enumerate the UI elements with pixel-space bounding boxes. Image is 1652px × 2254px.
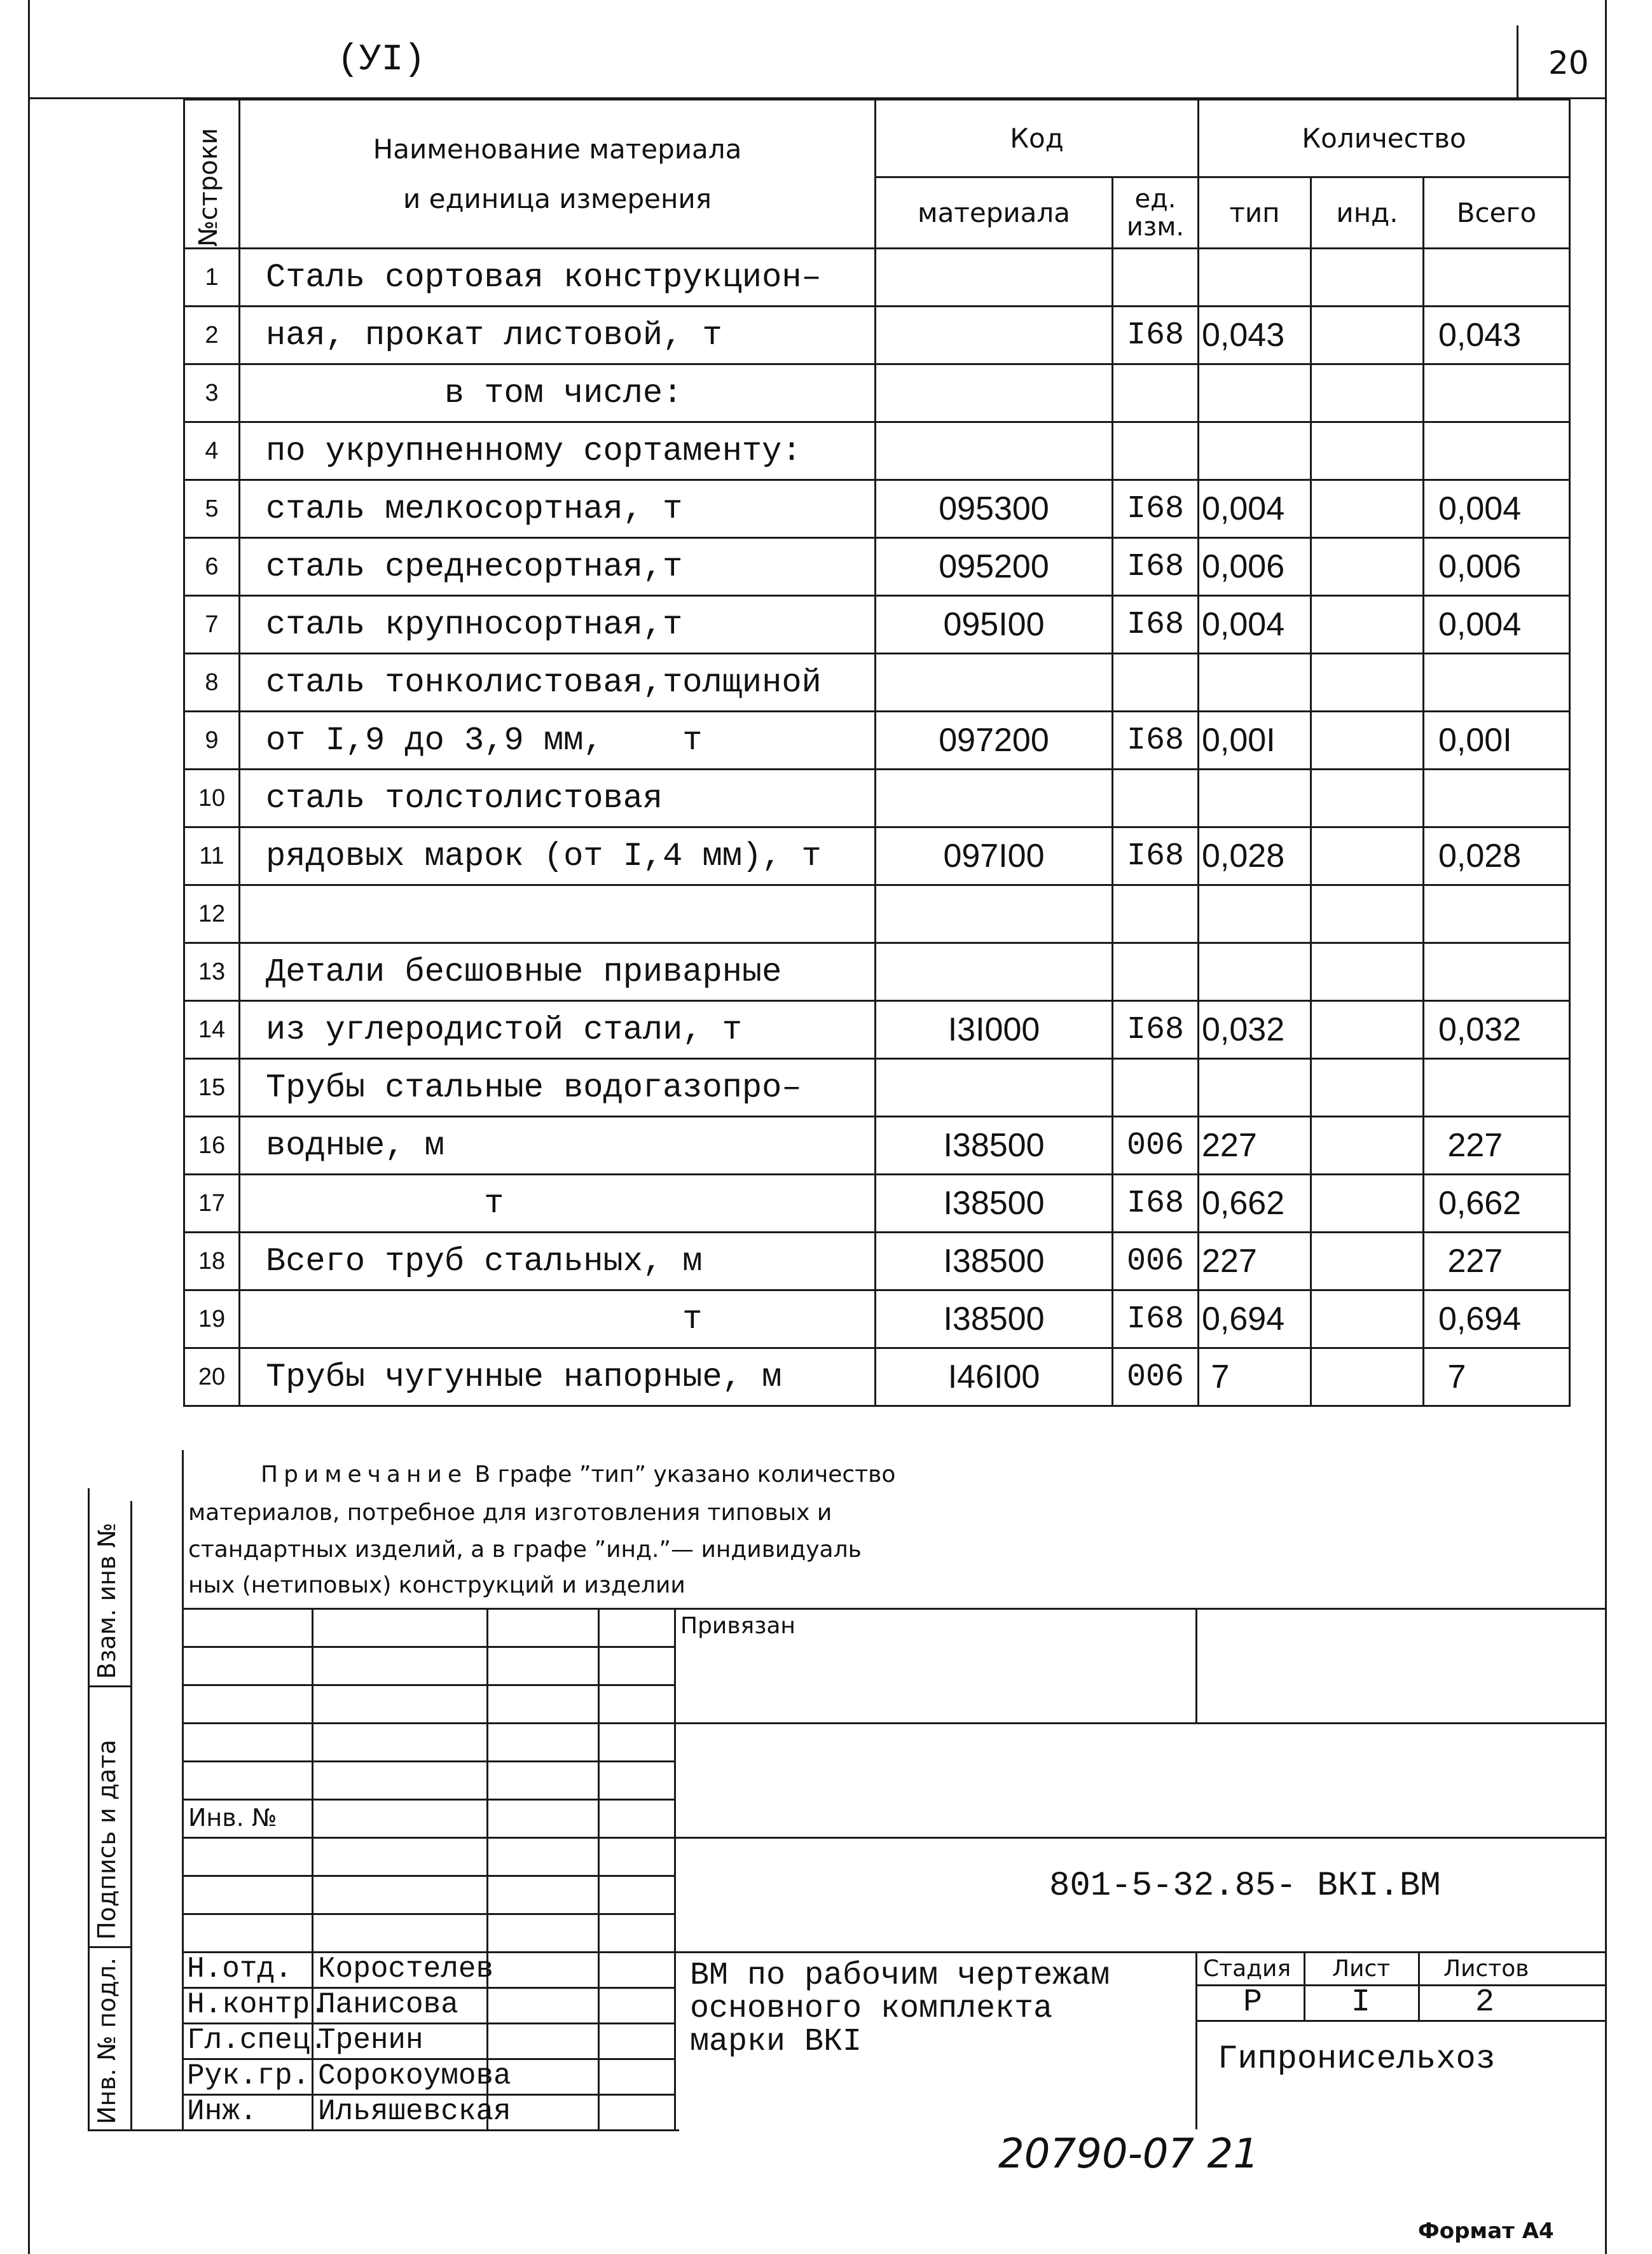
sheets-label: Листов [1443, 1956, 1529, 1982]
qty-type: 0,032 [1199, 1001, 1311, 1059]
table-row [184, 364, 1570, 422]
tb-hline-7 [182, 1875, 676, 1877]
col-code-unit [1113, 177, 1199, 249]
material-name: т [240, 1175, 876, 1233]
tb-vline-c [598, 1608, 600, 2129]
note-line2: материалов, потребное для изготовления типовых и [188, 1500, 832, 1526]
qty-total: 227 [1424, 1117, 1570, 1175]
table-row [184, 249, 1570, 307]
material-name: сталь толстолистовая [240, 770, 876, 827]
side-label-sign-date: Подпись и дата [93, 1739, 121, 1940]
organization: Гипронисельхоз [1218, 2040, 1496, 2078]
staff-name: Ильяшевская [318, 2095, 511, 2128]
row-number: 11 [184, 827, 240, 885]
col-row-no-header [184, 100, 240, 249]
format-label: Формат А4 [1418, 2218, 1554, 2244]
unit-code: 006 [1113, 1233, 1199, 1290]
qty-ind [1311, 307, 1424, 364]
qty-ind [1311, 1290, 1424, 1348]
qty-type: 227 [1199, 1233, 1311, 1290]
row-number: 6 [184, 538, 240, 596]
qty-type [1199, 943, 1311, 1001]
material-code: I38500 [876, 1290, 1113, 1348]
note-text1: В графе ”тип” указано количество [474, 1462, 896, 1488]
frame-left [28, 0, 30, 2254]
row-number: 7 [184, 596, 240, 654]
qty-ind [1311, 654, 1424, 712]
unit-code: I68 [1113, 307, 1199, 364]
table-row [184, 770, 1570, 827]
page-number: 20 [1548, 45, 1589, 81]
staff-name: Коростелев [318, 1953, 494, 1986]
staff-role: Инж. [187, 2095, 258, 2128]
qty-type [1199, 364, 1311, 422]
table-row [184, 885, 1570, 943]
col-quantity-header: Количество [1199, 100, 1570, 177]
tb-hline-5 [182, 1799, 676, 1801]
qty-total [1424, 943, 1570, 1001]
qty-type: 0,043 [1199, 307, 1311, 364]
table-row [184, 596, 1570, 654]
qty-total [1424, 1059, 1570, 1117]
col-type: тип [1199, 177, 1311, 249]
col-name-header [240, 100, 876, 249]
table-row [184, 1117, 1570, 1175]
inv-no-label: Инв. № [188, 1804, 277, 1832]
row-number: 16 [184, 1117, 240, 1175]
unit-code: I68 [1113, 596, 1199, 654]
col-total: Всего [1424, 177, 1570, 249]
unit-code [1113, 422, 1199, 480]
qty-ind [1311, 1117, 1424, 1175]
note-line4: ных (нетиповых) конструкций и изделии [188, 1572, 685, 1598]
qty-total [1424, 422, 1570, 480]
unit-code: 006 [1113, 1117, 1199, 1175]
stage-label: Стадия [1203, 1956, 1291, 1982]
table-row [184, 712, 1570, 770]
strip-right-edge [130, 1501, 132, 2131]
row-number: 13 [184, 943, 240, 1001]
qty-total: 0,694 [1424, 1290, 1570, 1348]
table-row [184, 654, 1570, 712]
qty-total: 0,006 [1424, 538, 1570, 596]
material-name: Трубы чугунные напорные, м [240, 1348, 876, 1406]
material-name: в том числе: [240, 364, 876, 422]
note-heading: Примечание [261, 1462, 468, 1488]
material-name: Трубы стальные водогазопро– [240, 1059, 876, 1117]
qty-type: 0,00I [1199, 712, 1311, 770]
table-row [184, 1290, 1570, 1348]
material-code [876, 885, 1113, 943]
qty-total [1424, 770, 1570, 827]
qty-ind [1311, 1001, 1424, 1059]
row-number: 1 [184, 249, 240, 307]
col-code-material: материала [876, 177, 1113, 249]
qty-total: 0,043 [1424, 307, 1570, 364]
col-row-no-label: №строки [194, 128, 223, 247]
row-number: 2 [184, 307, 240, 364]
material-code: I3I000 [876, 1001, 1113, 1059]
row-number: 15 [184, 1059, 240, 1117]
qty-ind [1311, 538, 1424, 596]
qty-type: 0,006 [1199, 538, 1311, 596]
table-row [184, 422, 1570, 480]
bound-label: Привязан [680, 1613, 795, 1639]
unit-code: I68 [1113, 1001, 1199, 1059]
qty-type: 227 [1199, 1117, 1311, 1175]
qty-type: 0,028 [1199, 827, 1311, 885]
qty-ind [1311, 770, 1424, 827]
staff-role: Рук.гр. [187, 2059, 310, 2092]
tb-hline-4 [182, 1760, 676, 1762]
row-number: 4 [184, 422, 240, 480]
material-name: по укрупненному сортаменту: [240, 422, 876, 480]
doc-title-line3: марки ВКI [690, 2024, 862, 2060]
qty-ind [1311, 249, 1424, 307]
unit-code [1113, 654, 1199, 712]
qty-type [1199, 422, 1311, 480]
strip-div-1 [88, 1685, 132, 1687]
qty-ind [1311, 1233, 1424, 1290]
material-code [876, 1059, 1113, 1117]
note-line1 [261, 1462, 895, 1488]
sheets-value: 2 [1475, 1984, 1495, 2021]
tb-hline-2 [182, 1684, 676, 1686]
material-code [876, 770, 1113, 827]
material-code: I46I00 [876, 1348, 1113, 1406]
col-ind: инд. [1311, 177, 1424, 249]
col-name-line2: и единица измерения [403, 183, 712, 214]
table-row [184, 307, 1570, 364]
qty-type: 0,004 [1199, 596, 1311, 654]
tb-vline-outer-left [182, 1450, 184, 2129]
col-name-line1: Наименование материала [373, 133, 742, 165]
qty-ind [1311, 943, 1424, 1001]
unit-code [1113, 770, 1199, 827]
qty-type [1199, 885, 1311, 943]
frame-right [1605, 0, 1607, 2254]
unit-code: I68 [1113, 538, 1199, 596]
table-body [184, 249, 1570, 1406]
qty-ind [1311, 1175, 1424, 1233]
material-code [876, 364, 1113, 422]
table-row [184, 1001, 1570, 1059]
qty-type [1199, 249, 1311, 307]
table-row [184, 943, 1570, 1001]
qty-type: 0,694 [1199, 1290, 1311, 1348]
qty-total: 7 [1424, 1348, 1570, 1406]
table-row [184, 1233, 1570, 1290]
row-number: 10 [184, 770, 240, 827]
qty-type: 0,004 [1199, 480, 1311, 538]
unit-code: 006 [1113, 1348, 1199, 1406]
sheet-value: I [1351, 1984, 1371, 2021]
qty-ind [1311, 480, 1424, 538]
side-label-inv-orig: Инв. № подл. [93, 1957, 121, 2124]
staff-name: Тренин [318, 2024, 423, 2057]
qty-type: 0,662 [1199, 1175, 1311, 1233]
qty-total [1424, 654, 1570, 712]
material-name [240, 885, 876, 943]
col-code-header: Код [876, 100, 1199, 177]
tb-stage-vline-2 [1418, 1951, 1420, 2021]
tb-vline-d [674, 1608, 676, 2129]
side-label-zam-inv: Взам. инв № [93, 1523, 121, 1679]
material-code: 095200 [876, 538, 1113, 596]
tb-vline-b [486, 1608, 488, 2129]
table-row [184, 1175, 1570, 1233]
unit-code [1113, 364, 1199, 422]
qty-type: 7 [1199, 1348, 1311, 1406]
table-row [184, 480, 1570, 538]
qty-ind [1311, 827, 1424, 885]
material-name: от I,9 до 3,9 мм, т [240, 712, 876, 770]
row-number: 18 [184, 1233, 240, 1290]
qty-total [1424, 364, 1570, 422]
qty-type [1199, 1059, 1311, 1117]
qty-total: 227 [1424, 1233, 1570, 1290]
row-number: 20 [184, 1348, 240, 1406]
qty-total: 0,00I [1424, 712, 1570, 770]
row-number: 9 [184, 712, 240, 770]
material-name: Детали бесшовные приварные [240, 943, 876, 1001]
unit-code: I68 [1113, 827, 1199, 885]
qty-total [1424, 885, 1570, 943]
strip-div-2 [88, 1946, 132, 1948]
material-name: сталь крупносортная,т [240, 596, 876, 654]
archive-number: 20790-07 21 [998, 2131, 1259, 2178]
material-code [876, 249, 1113, 307]
material-name: рядовых марок (от I,4 мм), т [240, 827, 876, 885]
tb-vline-e [1195, 1608, 1197, 1722]
staff-name: Панисова [318, 1988, 458, 2021]
material-name: сталь тонколистовая,толщиной [240, 654, 876, 712]
material-code: 097I00 [876, 827, 1113, 885]
qty-total: 0,004 [1424, 596, 1570, 654]
qty-total: 0,662 [1424, 1175, 1570, 1233]
qty-total: 0,032 [1424, 1001, 1570, 1059]
tb-hline-8 [182, 1913, 676, 1915]
unit-code [1113, 249, 1199, 307]
col-code-unit-line2: изм. [1126, 212, 1185, 242]
material-code [876, 307, 1113, 364]
row-number: 14 [184, 1001, 240, 1059]
row-number: 17 [184, 1175, 240, 1233]
material-name: из углеродистой стали, т [240, 1001, 876, 1059]
qty-ind [1311, 596, 1424, 654]
qty-ind [1311, 422, 1424, 480]
tb-hline-3 [182, 1722, 1605, 1724]
material-name: сталь мелкосортная, т [240, 480, 876, 538]
staff-name: Сорокоумова [318, 2059, 511, 2092]
qty-total [1424, 249, 1570, 307]
note-line3: стандартных изделий, а в графе ”инд.”— индивидуаль [188, 1537, 862, 1563]
qty-ind [1311, 1348, 1424, 1406]
qty-total: 0,004 [1424, 480, 1570, 538]
qty-ind [1311, 1059, 1424, 1117]
tb-stage-vline-1 [1304, 1951, 1305, 2021]
doc-title-line1: ВМ по рабочим чертежам [690, 1958, 1110, 1994]
unit-code: I68 [1113, 1175, 1199, 1233]
table-row [184, 1348, 1570, 1406]
staff-role: Гл.спец. [187, 2024, 327, 2057]
unit-code [1113, 1059, 1199, 1117]
table-row [184, 538, 1570, 596]
qty-type [1199, 654, 1311, 712]
tb-vline-right-block [1195, 1951, 1197, 2129]
row-number: 5 [184, 480, 240, 538]
material-name: сталь среднесортная,т [240, 538, 876, 596]
materials-table [183, 99, 1571, 1407]
material-name: водные, м [240, 1117, 876, 1175]
strip-left-edge [88, 1488, 90, 2131]
doc-title-line2: основного комплекта [690, 1991, 1053, 2027]
staff-role: Н.отд. [187, 1953, 293, 1986]
col-code-unit-line1: ед. [1134, 184, 1176, 214]
unit-code [1113, 943, 1199, 1001]
unit-code: I68 [1113, 1290, 1199, 1348]
qty-total: 0,028 [1424, 827, 1570, 885]
material-code [876, 943, 1113, 1001]
material-code: 095I00 [876, 596, 1113, 654]
tb-hline-1 [182, 1646, 676, 1648]
unit-code [1113, 885, 1199, 943]
material-name: ная, прокат листовой, т [240, 307, 876, 364]
material-code [876, 422, 1113, 480]
qty-type [1199, 770, 1311, 827]
frame-page-box-left [1517, 25, 1518, 97]
qty-ind [1311, 364, 1424, 422]
row-number: 3 [184, 364, 240, 422]
designation: 801-5-32.85- ВКI.ВМ [1049, 1867, 1441, 1905]
row-number: 12 [184, 885, 240, 943]
header-mark: (УI) [337, 39, 426, 81]
qty-ind [1311, 885, 1424, 943]
tb-hline-6 [182, 1837, 1605, 1839]
material-code: 095300 [876, 480, 1113, 538]
row-number: 19 [184, 1290, 240, 1348]
stage-value: Р [1243, 1984, 1263, 2021]
material-code: I38500 [876, 1117, 1113, 1175]
material-name: Всего труб стальных, м [240, 1233, 876, 1290]
material-name: Сталь сортовая конструкцион– [240, 249, 876, 307]
tb-top [182, 1608, 1605, 1610]
unit-code: I68 [1113, 480, 1199, 538]
material-code: 097200 [876, 712, 1113, 770]
material-code: I38500 [876, 1233, 1113, 1290]
staff-role: Н.контр. [187, 1988, 327, 2021]
material-name: т [240, 1290, 876, 1348]
row-number: 8 [184, 654, 240, 712]
sheet-label: Лист [1332, 1956, 1391, 1982]
material-code [876, 654, 1113, 712]
strip-bottom [88, 2129, 679, 2131]
material-code: I38500 [876, 1175, 1113, 1233]
table-row [184, 827, 1570, 885]
unit-code: I68 [1113, 712, 1199, 770]
table-row [184, 1059, 1570, 1117]
qty-ind [1311, 712, 1424, 770]
